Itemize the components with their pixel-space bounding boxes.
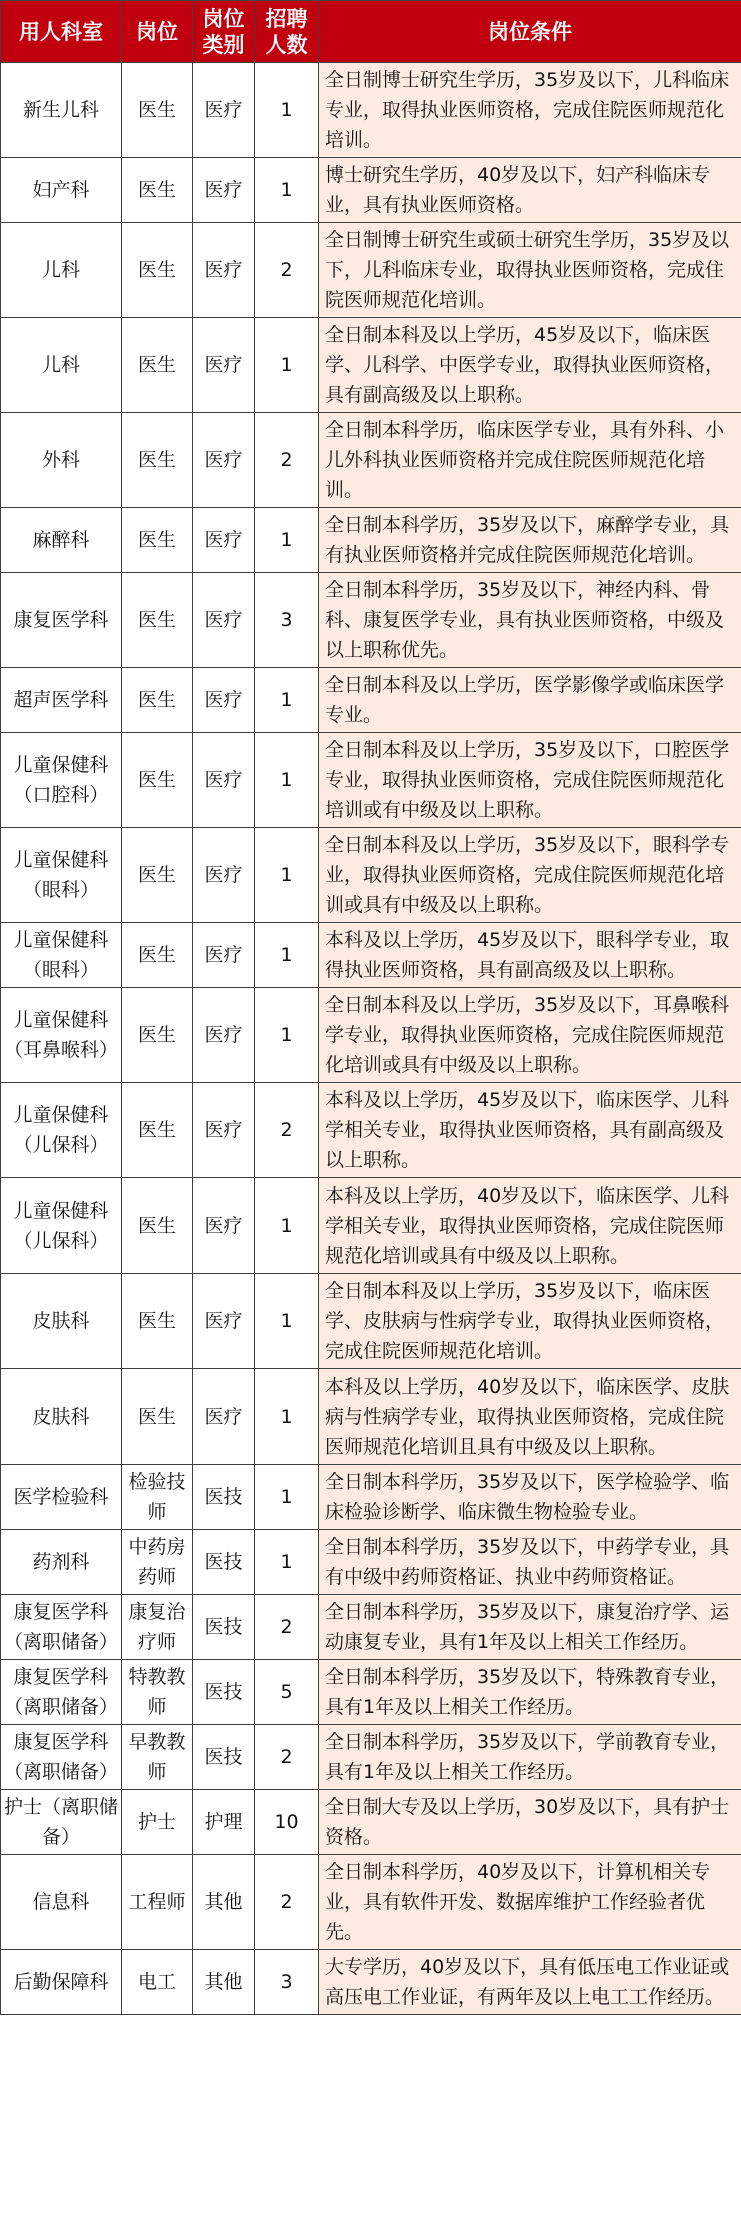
cell-count: 2 [255,1083,319,1178]
cell-count: 2 [255,223,319,318]
cell-dept: 新生儿科 [1,63,122,158]
table-row [1,1660,741,1725]
cell-position: 医生 [122,63,193,158]
cell-dept: 外科 [1,413,122,508]
cell-category: 医技 [193,1530,255,1595]
cell-position: 电工 [122,1950,193,2015]
cell-position: 早教教师 [122,1725,193,1790]
cell-position: 医生 [122,1274,193,1369]
cell-dept: 儿童保健科（口腔科） [1,733,122,828]
cell-category: 其他 [193,1855,255,1950]
cell-position: 医生 [122,923,193,988]
cell-dept: 药剂科 [1,1530,122,1595]
cell-count: 1 [255,1369,319,1465]
cell-category: 医技 [193,1660,255,1725]
cell-dept: 妇产科 [1,158,122,223]
cell-count: 1 [255,1530,319,1595]
header-category [193,1,255,63]
cell-category: 医疗 [193,158,255,223]
cell-dept: 医学检验科 [1,1465,122,1530]
cell-position: 医生 [122,733,193,828]
cell-dept: 儿科 [1,318,122,413]
table-row [1,573,741,668]
table-row [1,63,741,158]
cell-category: 医疗 [193,668,255,733]
cell-category: 医疗 [193,318,255,413]
cell-category: 护理 [193,1790,255,1855]
table-row [1,1369,741,1465]
cell-category: 医疗 [193,1274,255,1369]
cell-dept: 后勤保障科 [1,1950,122,2015]
cell-category: 其他 [193,1950,255,2015]
cell-category: 医疗 [193,508,255,573]
table-row [1,1465,741,1530]
cell-dept: 儿童保健科（儿保科） [1,1083,122,1178]
cell-category: 医疗 [193,988,255,1083]
cell-count: 1 [255,63,319,158]
table-row [1,158,741,223]
cell-position: 医生 [122,413,193,508]
cell-position: 工程师 [122,1855,193,1950]
cell-requirements: 全日制本科及以上学历，35岁及以下，耳鼻喉科学专业，取得执业医师资格，完成住院医师规范化培训或具有中级及以上职称。 [319,988,741,1083]
table-row [1,1274,741,1369]
cell-count: 10 [255,1790,319,1855]
cell-count: 1 [255,733,319,828]
table-row [1,733,741,828]
cell-dept: 皮肤科 [1,1369,122,1465]
cell-count: 1 [255,158,319,223]
cell-position: 医生 [122,318,193,413]
table-row [1,1950,741,2015]
cell-requirements: 全日制博士研究生学历，35岁及以下，儿科临床专业，取得执业医师资格，完成住院医师规范化培训。 [319,63,741,158]
cell-dept: 皮肤科 [1,1274,122,1369]
cell-category: 医疗 [193,63,255,158]
cell-requirements: 大专学历，40岁及以下，具有低压电工作业证或高压电工作业证，有两年及以上电工工作经历。 [319,1950,741,2015]
cell-requirements: 全日制本科及以上学历，医学影像学或临床医学专业。 [319,668,741,733]
cell-requirements: 博士研究生学历，40岁及以下，妇产科临床专业，具有执业医师资格。 [319,158,741,223]
cell-dept: 信息科 [1,1855,122,1950]
cell-requirements: 全日制本科学历，40岁及以下，计算机相关专业，具有软件开发、数据库维护工作经验者优先。 [319,1855,741,1950]
cell-requirements: 全日制本科及以上学历，45岁及以下，临床医学、儿科学、中医学专业，取得执业医师资格，具有副高级及以上职称。 [319,318,741,413]
cell-requirements: 全日制本科及以上学历，35岁及以下，眼科学专业，取得执业医师资格，完成住院医师规范化培训或具有中级及以上职称。 [319,828,741,923]
cell-position: 医生 [122,828,193,923]
cell-requirements: 全日制本科及以上学历，35岁及以下，临床医学、皮肤病与性病学专业，取得执业医师资格，完成住院医师规范化培训。 [319,1274,741,1369]
cell-requirements: 全日制本科学历，35岁及以下，康复治疗学、运动康复专业，具有1年及以上相关工作经历。 [319,1595,741,1660]
cell-requirements: 本科及以上学历，40岁及以下，临床医学、儿科学相关专业，取得执业医师资格，完成住院医师规范化培训或具有中级及以上职称。 [319,1178,741,1274]
table-header-row [1,1,741,63]
header-requirements: 岗位条件 [319,1,741,63]
table-row [1,413,741,508]
table-row [1,1083,741,1178]
table-row [1,318,741,413]
cell-count: 1 [255,1465,319,1530]
cell-count: 1 [255,988,319,1083]
table-row [1,1855,741,1950]
cell-category: 医疗 [193,223,255,318]
table-row [1,923,741,988]
table-row [1,223,741,318]
cell-count: 1 [255,318,319,413]
cell-position: 康复治疗师 [122,1595,193,1660]
cell-position: 医生 [122,1178,193,1274]
cell-dept: 康复医学科（离职储备） [1,1660,122,1725]
cell-count: 3 [255,573,319,668]
cell-dept: 儿童保健科（儿保科） [1,1178,122,1274]
cell-position: 医生 [122,1083,193,1178]
cell-requirements: 全日制本科学历，35岁及以下，神经内科、骨科、康复医学专业，具有执业医师资格，中级及以上职称优先。 [319,573,741,668]
cell-position: 检验技师 [122,1465,193,1530]
header-position: 岗位 [122,1,193,63]
table-row [1,988,741,1083]
cell-category: 医疗 [193,1178,255,1274]
header-count [255,1,319,63]
cell-count: 3 [255,1950,319,2015]
cell-category: 医疗 [193,733,255,828]
cell-count: 1 [255,1274,319,1369]
cell-position: 医生 [122,158,193,223]
cell-category: 医技 [193,1465,255,1530]
cell-category: 医疗 [193,828,255,923]
cell-count: 1 [255,1178,319,1274]
cell-dept: 儿童保健科（眼科） [1,923,122,988]
cell-position: 医生 [122,573,193,668]
cell-position: 护士 [122,1790,193,1855]
table-row [1,828,741,923]
cell-category: 医技 [193,1725,255,1790]
cell-requirements: 本科及以上学历，40岁及以下，临床医学、皮肤病与性病学专业，取得执业医师资格，完成住院医师规范化培训且具有中级及以上职称。 [319,1369,741,1465]
cell-dept: 康复医学科（离职储备） [1,1595,122,1660]
cell-position: 医生 [122,1369,193,1465]
cell-requirements: 本科及以上学历，45岁及以下，眼科学专业，取得执业医师资格，具有副高级及以上职称。 [319,923,741,988]
cell-count: 2 [255,1855,319,1950]
cell-requirements: 全日制本科学历，35岁及以下，医学检验学、临床检验诊断学、临床微生物检验专业。 [319,1465,741,1530]
cell-category: 医疗 [193,1083,255,1178]
cell-requirements: 全日制大专及以上学历，30岁及以下，具有护士资格。 [319,1790,741,1855]
table-row [1,1178,741,1274]
header-category-label: 岗位类别 [202,6,245,57]
cell-category: 医疗 [193,413,255,508]
cell-requirements: 全日制本科学历，35岁及以下，麻醉学专业，具有执业医师资格并完成住院医师规范化培训。 [319,508,741,573]
cell-position: 医生 [122,508,193,573]
cell-count: 1 [255,828,319,923]
table-row [1,668,741,733]
cell-count: 2 [255,413,319,508]
cell-count: 1 [255,923,319,988]
table-body [1,63,741,2015]
cell-requirements: 全日制本科学历，35岁及以下，特殊教育专业，具有1年及以上相关工作经历。 [319,1660,741,1725]
cell-category: 医疗 [193,1369,255,1465]
cell-count: 1 [255,668,319,733]
cell-dept: 康复医学科（离职储备） [1,1725,122,1790]
cell-requirements: 全日制本科学历，35岁及以下，中药学专业，具有中级中药师资格证、执业中药师资格证。 [319,1530,741,1595]
cell-count: 5 [255,1660,319,1725]
cell-dept: 麻醉科 [1,508,122,573]
cell-dept: 超声医学科 [1,668,122,733]
cell-requirements: 全日制博士研究生或硕士研究生学历，35岁及以下，儿科临床专业，取得执业医师资格，完成住院医师规范化培训。 [319,223,741,318]
cell-dept: 康复医学科 [1,573,122,668]
cell-count: 1 [255,508,319,573]
cell-requirements: 本科及以上学历，45岁及以下，临床医学、儿科学相关专业，取得执业医师资格，具有副高级及以上职称。 [319,1083,741,1178]
table-row [1,1595,741,1660]
cell-position: 中药房药师 [122,1530,193,1595]
cell-requirements: 全日制本科学历，临床医学专业，具有外科、小儿外科执业医师资格并完成住院医师规范化培训。 [319,413,741,508]
cell-position: 医生 [122,668,193,733]
cell-position: 医生 [122,988,193,1083]
table-row [1,1725,741,1790]
cell-dept: 儿童保健科（耳鼻喉科） [1,988,122,1083]
header-dept: 用人科室 [1,1,122,63]
table-row [1,1790,741,1855]
cell-position: 特教教师 [122,1660,193,1725]
cell-count: 2 [255,1725,319,1790]
header-count-label: 招聘人数 [265,6,308,57]
cell-position: 医生 [122,223,193,318]
cell-dept: 儿科 [1,223,122,318]
cell-count: 2 [255,1595,319,1660]
cell-requirements: 全日制本科学历，35岁及以下，学前教育专业，具有1年及以上相关工作经历。 [319,1725,741,1790]
cell-dept: 儿童保健科（眼科） [1,828,122,923]
cell-dept: 护士（离职储备） [1,1790,122,1855]
table-row [1,1530,741,1595]
cell-requirements: 全日制本科及以上学历，35岁及以下，口腔医学专业，取得执业医师资格，完成住院医师规范化培训或有中级及以上职称。 [319,733,741,828]
cell-category: 医疗 [193,573,255,668]
cell-category: 医疗 [193,923,255,988]
table-row [1,508,741,573]
cell-category: 医技 [193,1595,255,1660]
